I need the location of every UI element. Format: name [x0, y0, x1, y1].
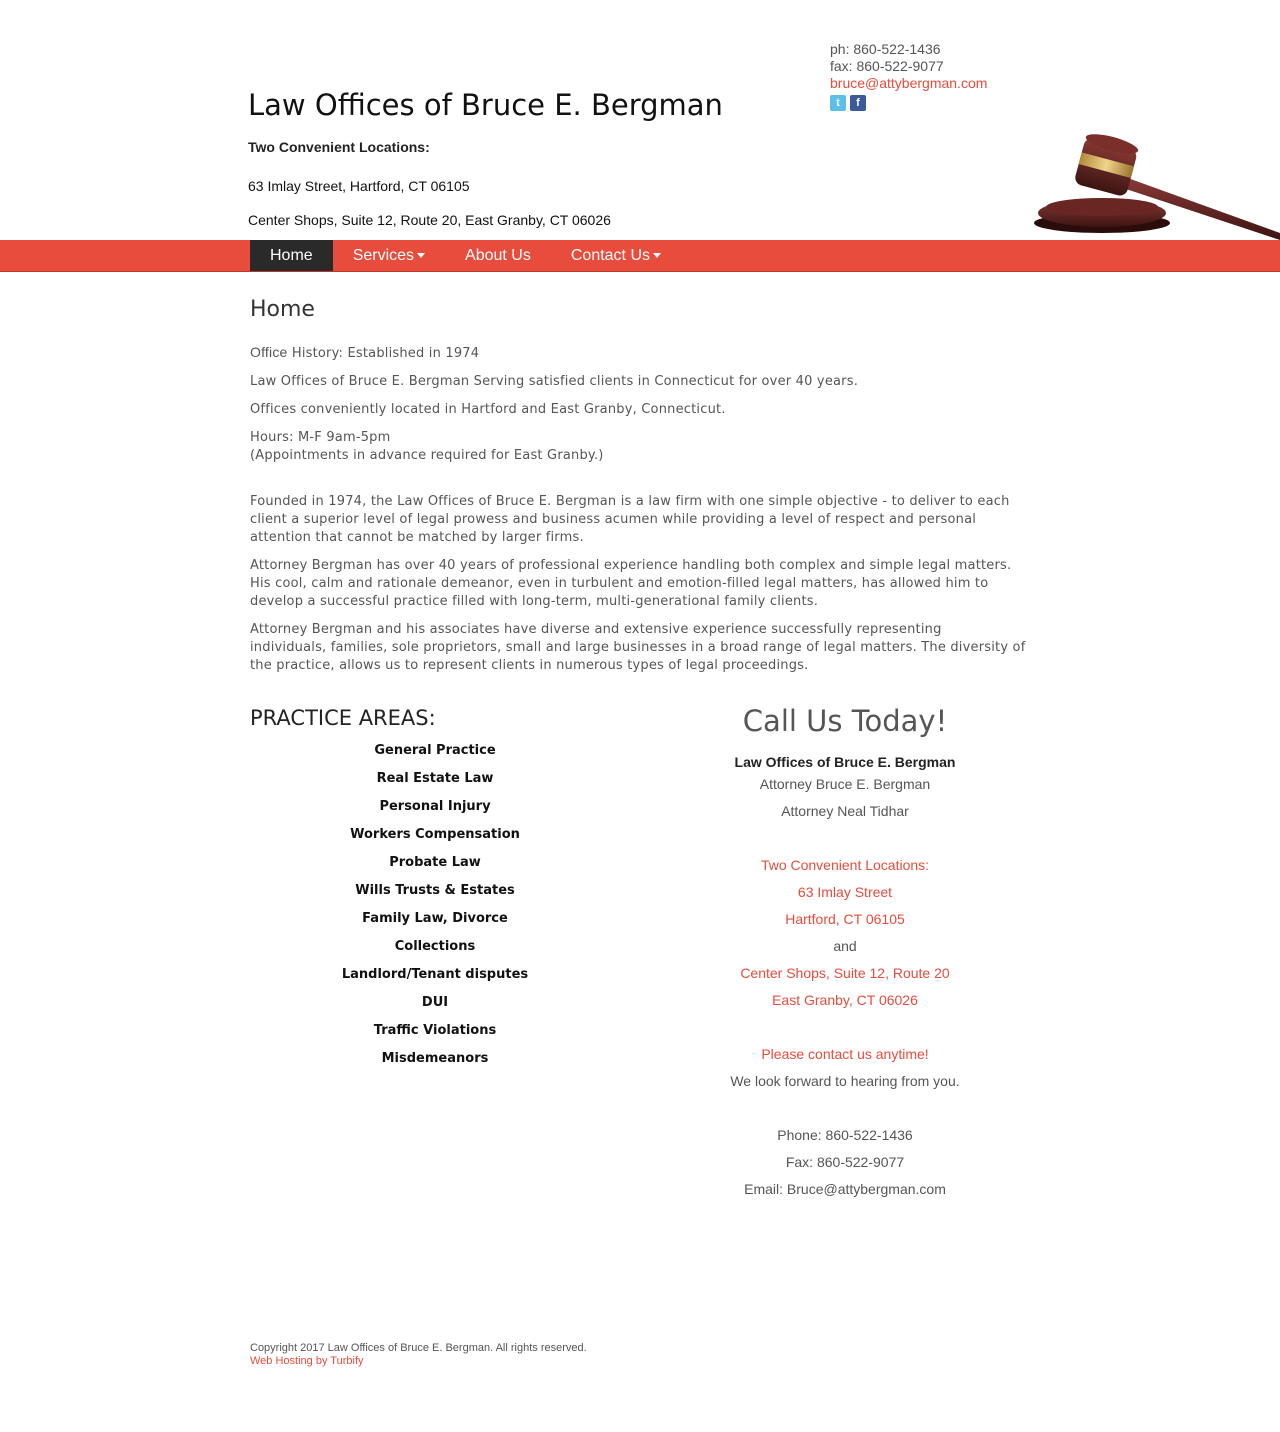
gavel-image [1030, 125, 1280, 240]
office-history [250, 343, 1030, 363]
home-content [250, 343, 1030, 685]
experience-paragraph: Attorney Bergman has over 40 years of professional experience handling both complex and simple legal matters. His cool, calm and rationale demeanor, even in turbulent and emotion-filled legal matters, has allowed him to develop a successful practice filled with long-term, multi-generational family clients. [250, 558, 1012, 609]
practice-area-item: Traffic Violations [373, 1023, 497, 1038]
practice-area-item: Collections [394, 939, 476, 954]
hours-paragraph [250, 429, 1030, 465]
caret-down-icon [653, 253, 661, 258]
practice-area-item: Misdemeanors [381, 1051, 489, 1066]
main-navbar [0, 240, 1280, 272]
practice-area-item: Workers Compensation [350, 827, 520, 842]
web-hosting-link[interactable]: Web Hosting by Turbify [250, 1355, 364, 1367]
locations-paragraph: Offices conveniently located in Hartford and East Granby, Connecticut. [250, 402, 726, 417]
header-contact [830, 41, 987, 92]
hartford-city: Hartford, CT 06105 [785, 911, 905, 927]
associates-text-b: individuals, families, sole proprietors, small and large businesses in a broad range of legal matters. The diversity of the practice, allows us to represent clients in numerous types of legal proceedings. [250, 640, 1026, 673]
hartford-street: 63 Imlay Street [797, 884, 893, 900]
nav-contact-label: Contact Us [570, 246, 650, 264]
call-phone: Phone: 860-522-1436 [777, 1127, 913, 1143]
attorney-tidhar: Attorney Neal Tidhar [781, 803, 909, 819]
nav-services-label: Services [352, 246, 415, 264]
intro-paragraph: Law Offices of Bruce E. Bergman Serving satisfied clients in Connecticut for over 40 years. [250, 374, 859, 389]
call-locations-heading: Two Convenient Locations: [760, 857, 930, 873]
call-firm-name: Law Offices of Bruce E. Bergman [734, 754, 956, 770]
site-title: Law Offices of Bruce E. Bergman [248, 88, 723, 122]
nav-contact-us[interactable] [551, 240, 681, 271]
facebook-icon[interactable]: f [850, 95, 866, 111]
attorney-bergman: Attorney Bruce E. Bergman [759, 776, 931, 792]
look-forward-text: We look forward to hearing from you. [730, 1073, 960, 1089]
page-title: Home [250, 297, 315, 322]
practice-areas-heading: PRACTICE AREAS: [250, 706, 436, 730]
hours-text: Hours: M-F 9am-5pm [250, 430, 391, 445]
nav-about-us[interactable] [445, 240, 551, 271]
nav-services[interactable] [333, 240, 445, 271]
caret-down-icon [417, 253, 425, 258]
granby-street: Center Shops, Suite 12, Route 20 [740, 965, 950, 981]
office-history-text: History: Established in 1974 [287, 346, 480, 361]
office-label: Office [250, 344, 288, 360]
hours-note: (Appointments in advance required for East Granby.) [250, 448, 604, 463]
copyright-text: Copyright 2017 Law Offices of Bruce E. Bergman. All rights reserved. [250, 1342, 587, 1354]
practice-area-item: Personal Injury [379, 799, 491, 814]
call-us-title: Call Us Today! [742, 704, 948, 738]
social-links [830, 95, 866, 111]
address-hartford: 63 Imlay Street, Hartford, CT 06105 [248, 178, 470, 194]
call-fax: Fax: 860-522-9077 [785, 1154, 905, 1170]
granby-city: East Granby, CT 06026 [772, 992, 918, 1008]
practice-area-item: Probate Law [389, 855, 481, 870]
practice-area-item: General Practice [374, 743, 496, 758]
nav-home-label: Home [270, 246, 313, 264]
founded-paragraph: Founded in 1974, the Law Offices of Bruce E. Bergman is a law firm with one simple objective - to deliver to each client a superior level of legal prowess and business acumen while providing a level of respect and personal attention that cannot be matched by larger firms. [250, 494, 1010, 545]
header-phone: ph: 860-522-1436 [830, 41, 941, 57]
practice-area-item: Real Estate Law [376, 771, 494, 786]
footer [250, 1342, 587, 1368]
associates-text-a: Attorney Bergman and his associates have diverse and extensive experience successfully representing [250, 622, 942, 637]
practice-area-item: Family Law, Divorce [362, 911, 508, 926]
address-east-granby: Center Shops, Suite 12, Route 20, East Granby, CT 06026 [248, 212, 611, 228]
and-text: and [833, 938, 857, 954]
nav-home[interactable] [250, 240, 333, 271]
practice-area-item: Wills Trusts & Estates [355, 883, 515, 898]
associates-paragraph [250, 621, 1030, 675]
twitter-icon[interactable]: t [830, 95, 846, 111]
header-fax: fax: 860-522-9077 [830, 58, 944, 74]
nav-about-label: About Us [465, 246, 531, 264]
practice-areas-list [250, 741, 620, 1077]
call-us-panel [700, 702, 990, 1206]
call-email: Email: Bruce@attybergman.com [744, 1181, 946, 1197]
contact-prompt: Please contact us anytime! [761, 1046, 929, 1062]
practice-area-item: Landlord/Tenant disputes [341, 967, 529, 982]
header-email-link[interactable]: bruce@attybergman.com [830, 75, 988, 91]
locations-heading: Two Convenient Locations: [248, 139, 430, 155]
practice-area-item: DUI [421, 995, 449, 1010]
